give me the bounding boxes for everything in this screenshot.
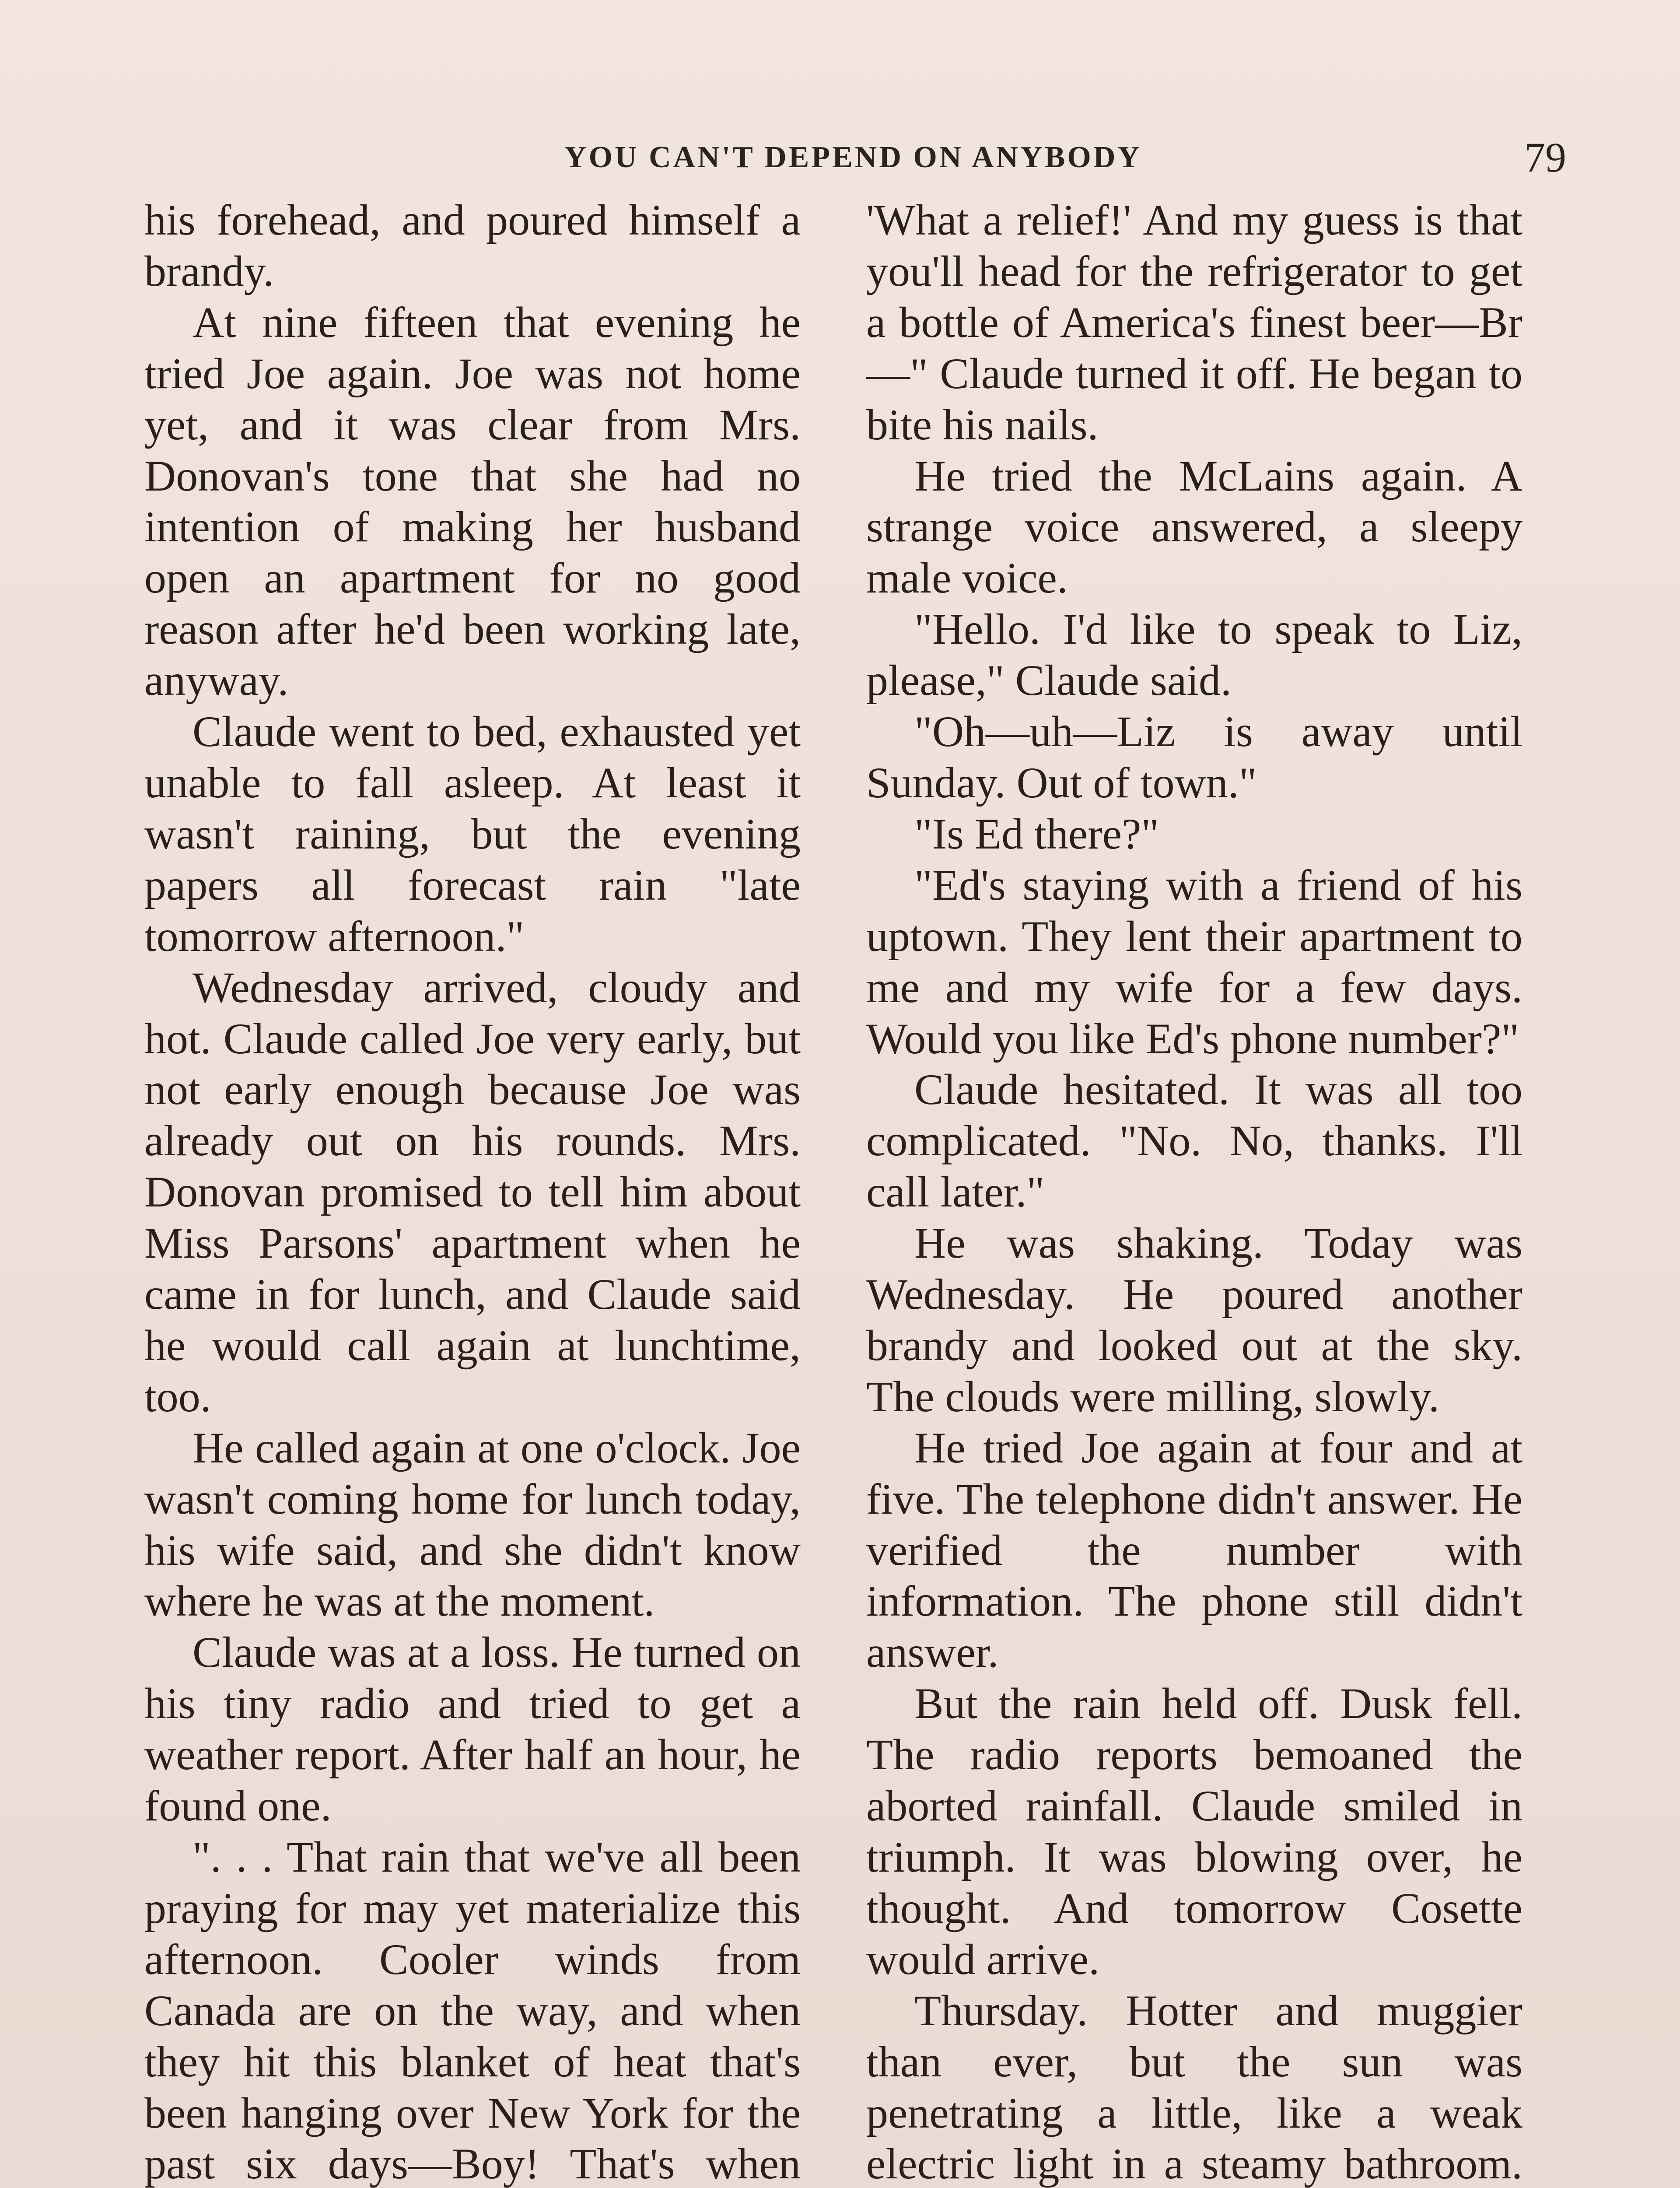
running-head: YOU CAN'T DEPEND ON ANYBODY [564, 140, 1142, 174]
page-number: 79 [1524, 134, 1566, 181]
paragraph: Claude hesitated. It was all too complicated. "No. No, thanks. I'll call later." [866, 1065, 1522, 1217]
paragraph: "Is Ed there?" [914, 809, 1159, 858]
paragraph: "Hello. I'd like to speak to Liz, please," Claude said. [866, 605, 1522, 705]
paragraph: At nine fifteen that evening he tried Joe again. Joe was not home yet, and it was clear from Mrs. Donovan's tone that she had no intention of making her husband open an apartment for no good reason after he'd been working late, anyway. [144, 298, 801, 705]
paragraph: He tried Joe again at four and at five. The telephone didn't answer. He verified the number with information. The phone still didn't answer. [866, 1423, 1522, 1677]
paragraph: "Ed's staying with a friend of his uptown. They lent their apartment to me and my wife for a few days. Would you like Ed's phone number?" [866, 860, 1522, 1063]
paragraph: Wednesday arrived, cloudy and hot. Claude called Joe very early, but not early enough because Joe was already out on his rounds. Mrs. Donovan promised to tell him about Miss Parsons' apartment when he came in for lunch, and Claude said he would call again at lunchtime, too. [144, 963, 801, 1421]
paragraph: He called again at one o'clock. Joe wasn't coming home for lunch today, his wife said, and she didn't know where he was at the moment. [144, 1423, 801, 1626]
paragraph: "Oh—uh—Liz is away until Sunday. Out of town." [866, 707, 1522, 807]
paragraph: 'What a relief!' And my guess is that you'll head for the refrigerator to get a bottle of America's finest beer—Br—" Claude turned it off. He began to bite his nails. [866, 196, 1522, 449]
paragraph: ". . . That rain that we've all been praying for may yet materialize this afternoon. Cooler winds from Canada are on the way, and when they hit this blanket of heat that's been hanging over New York for the past six days—Boy! That's when [144, 1833, 801, 2188]
page-header [0, 131, 1680, 184]
paragraph: But the rain held off. Dusk fell. The radio reports bemoaned the aborted rainfall. Claude smiled in triumph. It was blowing over, he thought. And tomorrow Cosette would arrive. [866, 1679, 1522, 1984]
paragraph: He tried the McLains again. A strange voice answered, a sleepy male voice. [866, 451, 1522, 603]
left-column [144, 195, 801, 2188]
paragraph: Claude went to bed, exhausted yet unable to fall asleep. At least it wasn't raining, but the evening papers all forecast rain "late tomorrow afternoon." [144, 707, 801, 961]
paragraph: his forehead, and poured himself a brandy. [144, 196, 801, 295]
right-column [866, 195, 1522, 2188]
paragraph: He was shaking. Today was Wednesday. He poured another brandy and looked out at the sky. The clouds were milling, slowly. [866, 1219, 1522, 1421]
paragraph: Thursday. Hotter and muggier than ever, but the sun was penetrating a little, like a weak electric light in a steamy bathroom. [866, 1986, 1522, 2188]
paragraph: Claude was at a loss. He turned on his tiny radio and tried to get a weather report. After half an hour, he found one. [144, 1628, 801, 1830]
